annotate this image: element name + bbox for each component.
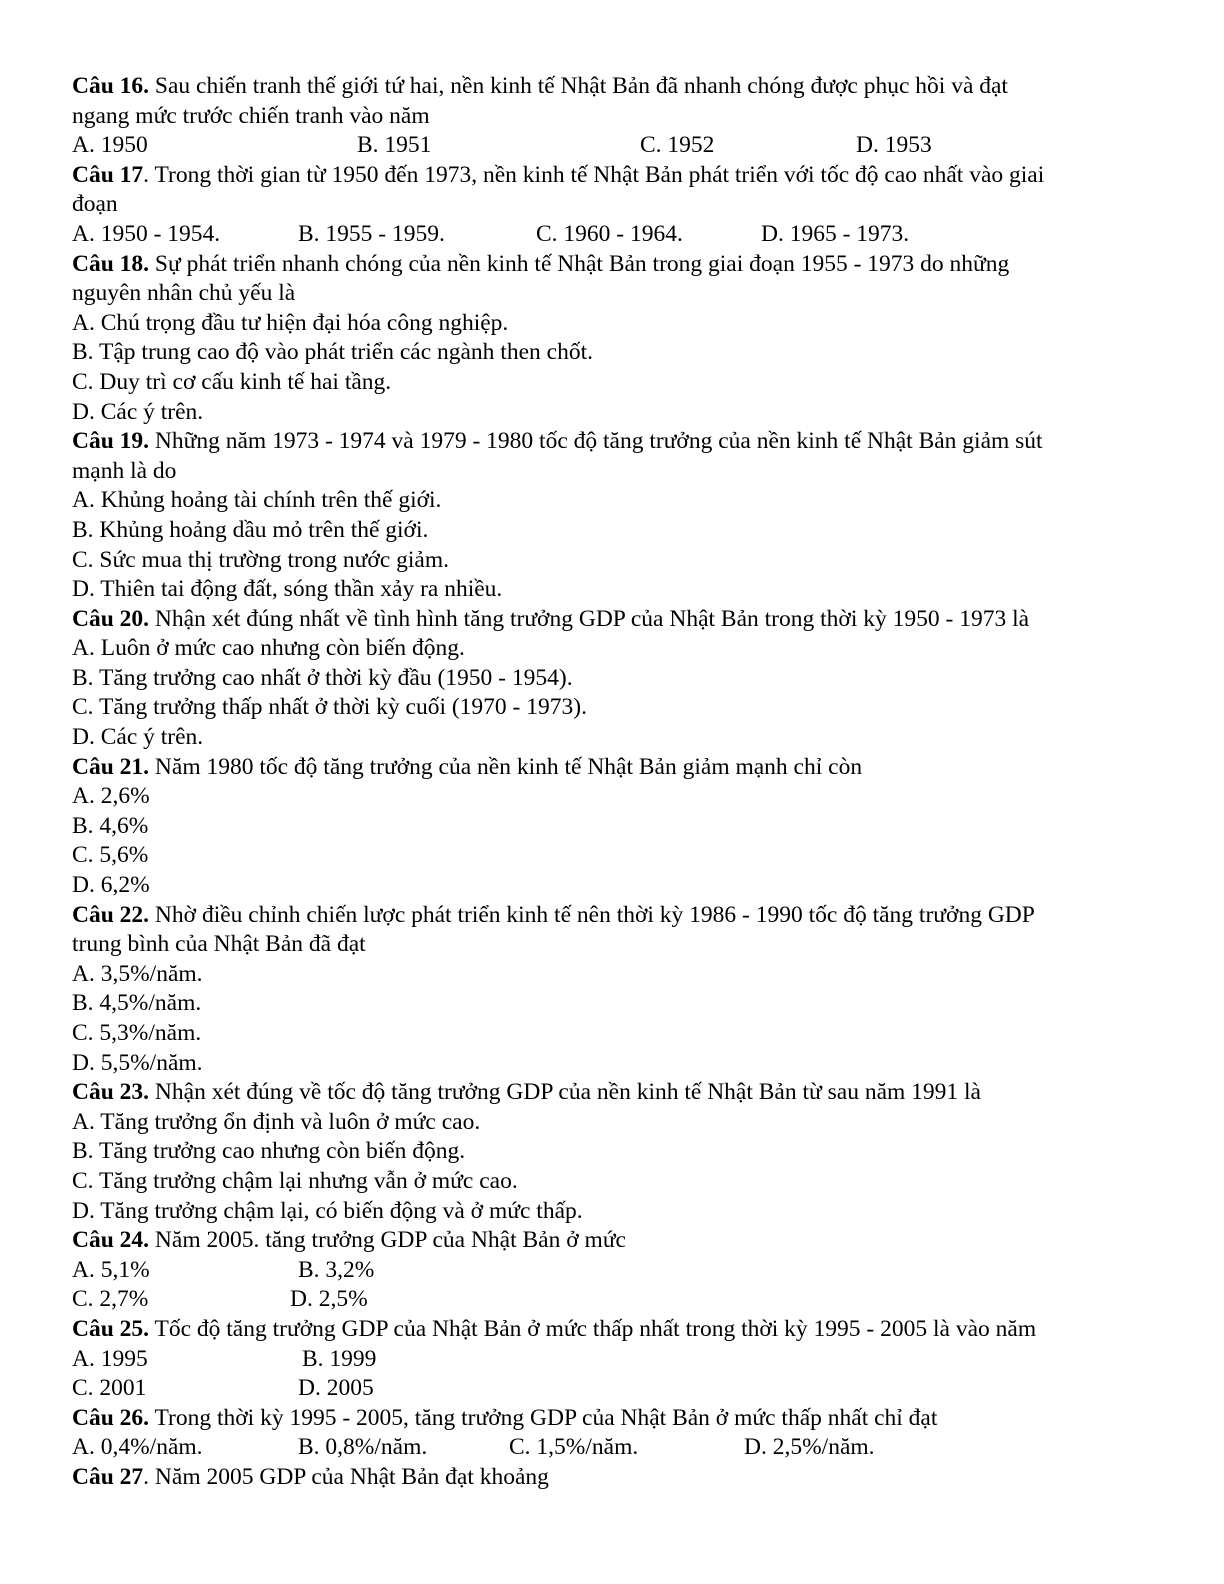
answer-option-d: D. Các ý trên.: [72, 724, 204, 751]
answer-option-a: A. Luôn ở mức cao nhưng còn biến động.: [72, 635, 465, 662]
question-text: Tốc độ tăng trưởng GDP của Nhật Bản ở mức thấp nhất trong thời kỳ 1995 - 2005 là vào năm: [149, 1315, 1037, 1342]
question-text: Sự phát triển nhanh chóng của nền kinh tế Nhật Bản trong giai đoạn 1955 - 1973 do những: [149, 250, 1010, 277]
answer-option-a: A. 5,1%: [72, 1256, 150, 1283]
answer-option-line: [72, 871, 1152, 901]
question-text: đoạn: [72, 191, 118, 218]
answer-options-row: [72, 1374, 1152, 1404]
answer-option-line: [72, 546, 1152, 576]
question-text-line: [72, 161, 1152, 191]
question-label: Câu 23.: [72, 1079, 150, 1106]
answer-option-c: C. 1960 - 1964.: [536, 220, 683, 247]
answer-option-b: B. 1955 - 1959.: [298, 220, 445, 247]
answer-option-a: A. 1950: [72, 132, 148, 159]
answer-option-line: [72, 723, 1152, 753]
answer-option-line: [72, 960, 1152, 990]
answer-option-d: D. 2,5%/năm.: [744, 1434, 875, 1461]
answer-options-row: [72, 1285, 1152, 1315]
answer-option-c: C. 5,3%/năm.: [72, 1020, 202, 1046]
question-text-line: [72, 1404, 1152, 1434]
answer-options-row: [72, 1345, 1152, 1375]
answer-option-b: B. Tập trung cao độ vào phát triển các ngành then chốt.: [72, 339, 593, 366]
question-text: Nhờ điều chỉnh chiến lược phát triển kinh tế nên thời kỳ 1986 - 1990 tốc độ tăng trưởng GDP: [149, 901, 1035, 928]
question-text-line: [72, 753, 1152, 783]
question-text: Những năm 1973 - 1974 và 1979 - 1980 tốc độ tăng trưởng của nền kinh tế Nhật Bản giảm sút: [149, 428, 1043, 455]
question-text-line: [72, 1078, 1152, 1108]
answer-option-a: A. Tăng trưởng ổn định và luôn ở mức cao.: [72, 1108, 481, 1135]
question-26: [72, 1404, 1152, 1463]
answer-option-c: C. Tăng trưởng thấp nhất ở thời kỳ cuối (1970 - 1973).: [72, 694, 587, 721]
question-text-line: [72, 250, 1152, 280]
question-label: Câu 24.: [72, 1227, 150, 1254]
document-page: [72, 72, 1152, 1493]
question-text: Trong thời kỳ 1995 - 2005, tăng trưởng GDP của Nhật Bản ở mức thấp nhất chỉ đạt: [149, 1404, 938, 1431]
answer-options-row: [72, 220, 1152, 250]
answer-option-c: C. Sức mua thị trường trong nước giảm.: [72, 546, 450, 573]
question-text-line: [72, 1315, 1152, 1345]
question-label: Câu 19.: [72, 428, 150, 455]
answer-option-line: [72, 1019, 1152, 1049]
answer-option-d: D. 1965 - 1973.: [761, 220, 910, 247]
question-text-line: [72, 1463, 1152, 1493]
question-text-line: [72, 457, 1152, 487]
answer-option-b: B. 4,6%: [72, 812, 149, 839]
question-text-line: [72, 427, 1152, 457]
question-text-line: [72, 930, 1152, 960]
question-18: [72, 250, 1152, 428]
answer-option-line: [72, 782, 1152, 812]
question-label: Câu 18.: [72, 250, 150, 277]
answer-option-d: D. 1953: [856, 132, 932, 159]
answer-option-a: A. 0,4%/năm.: [72, 1434, 203, 1461]
question-text: Sau chiến tranh thế giới tứ hai, nền kinh tế Nhật Bản đã nhanh chóng được phục hồi và đạt: [149, 73, 1008, 99]
answer-option-a: A. 1995: [72, 1345, 148, 1372]
answer-option-line: [72, 1137, 1152, 1167]
answer-option-a: A. 2,6%: [72, 783, 150, 810]
question-label: Câu 27: [72, 1463, 144, 1490]
answer-option-a: A. 3,5%/năm.: [72, 960, 203, 987]
question-text: trung bình của Nhật Bản đã đạt: [72, 931, 366, 958]
answer-option-line: [72, 693, 1152, 723]
answer-option-b: B. 3,2%: [298, 1256, 375, 1283]
question-label: Câu 25.: [72, 1315, 150, 1342]
question-16: [72, 72, 1152, 161]
question-text: . Trong thời gian từ 1950 đến 1973, nền kinh tế Nhật Bản phát triển với tốc độ cao nhất vào giai: [143, 161, 1045, 188]
answer-option-d: D. 2005: [298, 1375, 374, 1402]
answer-option-c: C. Tăng trưởng chậm lại nhưng vẫn ở mức cao.: [72, 1167, 518, 1194]
question-24: [72, 1226, 1152, 1315]
answer-option-c: C. 2,7%: [72, 1286, 149, 1313]
question-23: [72, 1078, 1152, 1226]
question-text-line: [72, 605, 1152, 635]
answer-option-c: C. 1952: [640, 132, 715, 159]
answer-option-line: [72, 486, 1152, 516]
question-20: [72, 605, 1152, 753]
question-text: . Năm 2005 GDP của Nhật Bản đạt khoảng: [143, 1463, 549, 1490]
question-text-line: [72, 279, 1152, 309]
answer-option-b: B. Khủng hoảng dầu mỏ trên thế giới.: [72, 516, 429, 543]
answer-options-row: [72, 1256, 1152, 1286]
question-text: ngang mức trước chiến tranh vào năm: [72, 102, 430, 129]
answer-option-d: D. Các ý trên.: [72, 398, 204, 425]
answer-options-row: [72, 1433, 1152, 1463]
answer-option-line: [72, 989, 1152, 1019]
answer-option-line: [72, 1049, 1152, 1079]
answer-options-row: [72, 131, 1152, 161]
answer-option-b: B. 4,5%/năm.: [72, 990, 202, 1017]
answer-option-line: [72, 841, 1152, 871]
answer-option-line: [72, 634, 1152, 664]
answer-option-line: [72, 368, 1152, 398]
answer-option-d: D. 6,2%: [72, 872, 150, 899]
answer-option-b: B. 0,8%/năm.: [298, 1434, 428, 1461]
answer-option-line: [72, 812, 1152, 842]
question-text-line: [72, 72, 1152, 102]
question-27: [72, 1463, 1152, 1493]
answer-option-a: A. Khủng hoảng tài chính trên thế giới.: [72, 487, 442, 514]
question-label: Câu 20.: [72, 605, 150, 632]
answer-option-b: B. Tăng trưởng cao nhất ở thời kỳ đầu (1950 - 1954).: [72, 664, 573, 691]
answer-option-line: [72, 398, 1152, 428]
answer-option-b: B. 1951: [357, 132, 432, 159]
answer-option-line: [72, 1197, 1152, 1227]
answer-option-d: D. 2,5%: [290, 1286, 368, 1313]
question-label: Câu 21.: [72, 753, 150, 780]
answer-option-c: C. Duy trì cơ cấu kinh tế hai tầng.: [72, 368, 392, 395]
question-text: mạnh là do: [72, 457, 177, 484]
answer-option-line: [72, 664, 1152, 694]
question-text: Nhận xét đúng nhất về tình hình tăng trưởng GDP của Nhật Bản trong thời kỳ 1950 - 1973 là: [149, 605, 1030, 632]
answer-option-d: D. Tăng trưởng chậm lại, có biến động và ở mức thấp.: [72, 1197, 583, 1224]
question-22: [72, 901, 1152, 1079]
answer-option-a: A. 1950 - 1954.: [72, 220, 221, 247]
answer-option-line: [72, 1167, 1152, 1197]
question-text-line: [72, 1226, 1152, 1256]
answer-option-d: D. Thiên tai động đất, sóng thần xảy ra nhiều.: [72, 576, 503, 603]
question-19: [72, 427, 1152, 605]
answer-option-line: [72, 309, 1152, 339]
answer-option-line: [72, 575, 1152, 605]
answer-option-c: C. 1,5%/năm.: [509, 1434, 639, 1461]
question-25: [72, 1315, 1152, 1404]
answer-option-c: C. 2001: [72, 1375, 147, 1402]
answer-option-a: A. Chú trọng đầu tư hiện đại hóa công nghiệp.: [72, 309, 509, 336]
question-label: Câu 26.: [72, 1404, 150, 1431]
question-text: Năm 2005. tăng trưởng GDP của Nhật Bản ở mức: [149, 1227, 626, 1254]
question-text: Năm 1980 tốc độ tăng trưởng của nền kinh tế Nhật Bản giảm mạnh chỉ còn: [149, 753, 863, 780]
question-text-line: [72, 901, 1152, 931]
answer-option-line: [72, 516, 1152, 546]
answer-option-line: [72, 338, 1152, 368]
answer-option-d: D. 5,5%/năm.: [72, 1049, 203, 1076]
answer-option-c: C. 5,6%: [72, 842, 149, 869]
question-text-line: [72, 102, 1152, 132]
question-text-line: [72, 190, 1152, 220]
question-17: [72, 161, 1152, 250]
question-text: Nhận xét đúng về tốc độ tăng trưởng GDP của nền kinh tế Nhật Bản từ sau năm 1991 là: [149, 1079, 981, 1106]
answer-option-b: B. Tăng trưởng cao nhưng còn biến động.: [72, 1138, 466, 1165]
question-label: Câu 17: [72, 161, 144, 188]
answer-option-line: [72, 1108, 1152, 1138]
question-text: nguyên nhân chủ yếu là: [72, 280, 296, 307]
question-21: [72, 753, 1152, 901]
question-label: Câu 22.: [72, 901, 150, 928]
answer-option-b: B. 1999: [302, 1345, 377, 1372]
question-label: Câu 16.: [72, 73, 150, 99]
